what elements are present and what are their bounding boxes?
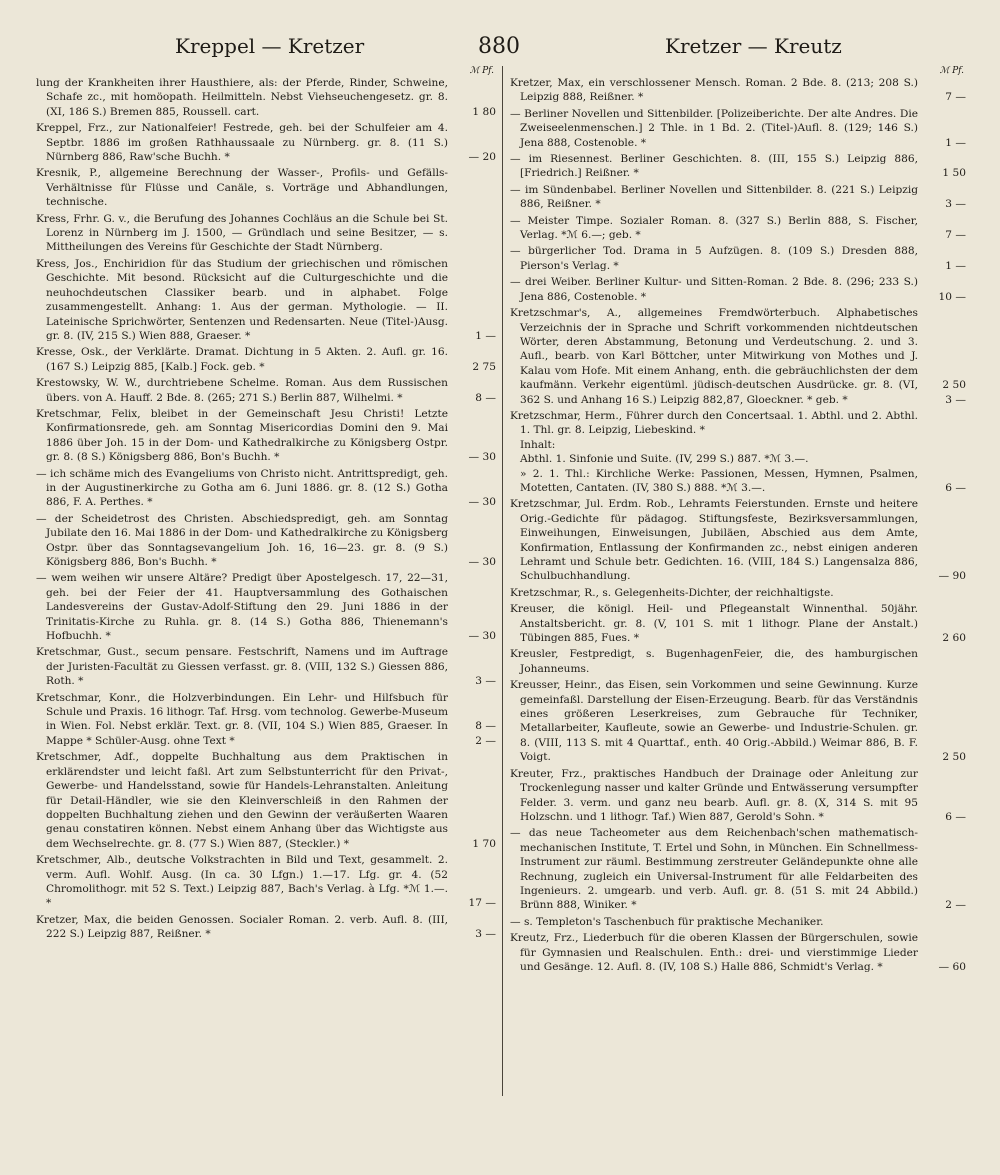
catalog-entry [36, 376, 496, 405]
catalog-entry [510, 678, 966, 764]
entry-price: 1 80 [472, 105, 496, 118]
entry-text: Kreuser, die königl. Heil- und Pflegeanstalt Winnenthal. 50jähr. Anstaltsbericht. gr. 8. (V, 101 S. mit 1 lithogr. Plane der Anstalt.) Tübingen 885, Fues. * [510, 603, 918, 645]
left-column [36, 66, 496, 1155]
entry-price: 8 — 2 — [475, 720, 496, 747]
entry-price: 3 — [475, 675, 496, 688]
entry-price: 10 — [938, 290, 966, 303]
entry-price: 2 60 [942, 632, 966, 645]
catalog-entry [36, 407, 496, 465]
entry-price: 1 70 [472, 837, 496, 850]
catalog-entry [510, 767, 966, 825]
catalog-entry [510, 647, 966, 676]
entry-text: Kretschmar, Konr., die Holzverbindungen. Ein Lehr- und Hilfsbuch für Schule und Praxis. 16 lithogr. Taf. Hrsg. vom technolog. Gewerbe-Museum in Wien. Fol. Nebst erklär. Text. gr. 8. (VII, 104 S.) Wien 885, Graeser. In Mappe * Schüler-Ausg. ohne Text * [36, 691, 448, 747]
catalog-entry [36, 853, 496, 911]
entry-text: Kreppel, Frz., zur Nationalfeier! Festrede, geh. bei der Schulfeier am 4. Septbr. 1886 im großen Rathhaussaale zu Nürnberg. gr. 8. (11 S.) Nürnberg 886, Raw'sche Buchh. * [36, 122, 448, 164]
header-left-title: Kreppel — Kretzer [175, 34, 365, 58]
catalog-entry [510, 183, 966, 212]
entry-price: 1 — [945, 136, 966, 149]
catalog-entry [36, 467, 496, 510]
entry-text: Kretschmar, Gust., secum pensare. Festschrift, Namens und im Auftrage der Juristen-Facultät zu Giessen verfasst. gr. 8. (VIII, 132 S.) Giessen 886, Roth. * [36, 646, 448, 688]
entry-price: — 60 [938, 960, 966, 973]
entry-price: 2 — [945, 899, 966, 912]
page-number: 880 [478, 34, 520, 59]
catalog-entry [36, 166, 496, 209]
entry-price: 1 — [475, 329, 496, 342]
right-entry-list [510, 76, 966, 974]
entry-price: — 90 [938, 570, 966, 583]
entry-text: — Meister Timpe. Sozialer Roman. 8. (327 S.) Berlin 888, S. Fischer, Verlag. *ℳ 6.—; geb. * [510, 214, 918, 242]
catalog-entry [510, 152, 966, 181]
catalog-entry [510, 826, 966, 912]
catalog-entry [36, 750, 496, 851]
entry-text: — drei Weiber. Berliner Kultur- und Sitten-Roman. 2 Bde. 8. (296; 233 S.) Jena 886, Costenoble. * [510, 276, 918, 303]
currency-header-left: ℳ Pf. [469, 66, 494, 76]
running-header [0, 34, 1000, 64]
entry-price: 3 — [945, 198, 966, 211]
right-column [510, 66, 966, 1155]
catalog-entry [510, 497, 966, 583]
entry-text: — im Riesennest. Berliner Geschichten. 8. (III, 155 S.) Leipzig 886, [Friedrich.] Reißner. * [510, 153, 918, 180]
entry-text: Kretzschmar, Herm., Führer durch den Concertsaal. 1. Abthl. und 2. Abthl. 1. Thl. gr. 8. Leipzig, Liebeskind. * Inhalt: Abthl. 1. Sinfonie und Suite. (IV, 299 S.) 887. *ℳ 3.—. » 2. 1. Thl.: Kirchliche Werke: Passionen, Messen, Hymnen, Psalmen, Motetten, Cantaten. (IV, 380 S.) 888. *ℳ 3.—. [510, 409, 918, 494]
catalog-entry [36, 345, 496, 374]
entry-text: Kretschmer, Adf., doppelte Buchhaltung aus dem Praktischen in erklärendster und leicht faßl. Art zum Selbstunterricht für den Privat-, Gewerbe- und Handelsstand, sowie für Handels-Lehranstalten. Anleitung für Detail-Händler, wie sie den Kleinverschleiß in den Rahmen der doppelten Buchhaltung ziehen und den Gewinn der veräußerten Waaren genau constatiren können. Nebst einem Anhang über das Wichtigste aus dem Wechselrechte. gr. 8. (77 S.) Wien 887, (Steckler.) * [36, 751, 448, 850]
catalog-entry [36, 571, 496, 643]
catalog-entry [510, 409, 966, 495]
entry-text: Kreusser, Heinr., das Eisen, sein Vorkommen und seine Gewinnung. Kurze gemeinfaßl. Darstellung der Eisen-Erzeugung. Bearb. für das Verständnis eines größeren Leserkreises, zum Gebrauche für Techniker, Metallarbeiter, Kaufleute, sowie an Gewerbe- und Industrie-Schulen. gr. 8. (VIII, 113 S. mit 4 Quarttaf., enth. 40 Orig.-Abbild.) Weimar 886, B. F. Voigt. [510, 679, 918, 764]
entry-text: — bürgerlicher Tod. Drama in 5 Aufzügen. 8. (109 S.) Dresden 888, Pierson's Verlag. * [510, 245, 918, 272]
entry-text: Kresnik, P., allgemeine Berechnung der Wasser-, Profils- und Gefälls-Verhältnisse für Flüsse und Canäle, s. Vorträge und Abhandlungen, technische. [36, 167, 448, 209]
entry-text: — Berliner Novellen und Sittenbilder. [Polizeiberichte. Der alte Andres. Die Zweiseelenmenschen.] 2 Thle. in 1 Bd. 2. (Titel-)Aufl. 8. (129; 146 S.) Jena 888, Costenoble. * [510, 107, 918, 149]
entry-text: Kretschmer, Alb., deutsche Volkstrachten in Bild und Text, gesammelt. 2. verm. Aufl. Wohlf. Ausg. (In ca. 30 Lfgn.) 1.—17. Lfg. gr. 4. (52 Chromolithogr. mit 52 S. Text.) Leipzig 887, Bach's Verlag. à Lfg. *ℳ 1.—. * [36, 854, 448, 910]
catalog-entry [510, 275, 966, 304]
entry-price: — 30 [468, 630, 496, 643]
catalog-entry [510, 602, 966, 645]
entry-price: 2 75 [472, 360, 496, 373]
catalog-entry [510, 107, 966, 150]
entry-text: Kretzer, Max, die beiden Genossen. Socialer Roman. 2. verb. Aufl. 8. (III, 222 S.) Leipzig 887, Reißner. * [36, 913, 448, 941]
entry-price: 6 — [945, 481, 966, 494]
entry-text: Kresse, Osk., der Verklärte. Dramat. Dichtung in 5 Akten. 2. Aufl. gr. 16. (167 S.) Leipzig 885, [Kalb.] Fock. geb. * [36, 346, 448, 373]
entry-text: — ich schäme mich des Evangeliums von Christo nicht. Antrittspredigt, geh. in der Augustinerkirche zu Gotha am 6. Juni 1886. gr. 8. (12 S.) Gotha 886, F. A. Perthes. * [36, 467, 448, 509]
entry-price: — 30 [468, 496, 496, 509]
catalog-entry [36, 691, 496, 749]
catalog-entry [36, 512, 496, 570]
entry-text: lung der Krankheiten ihrer Hausthiere, als: der Pferde, Rinder, Schweine, Schafe zc., mit homöopath. Heilmitteln. Nebst Viehseuchengesetz. gr. 8. (XI, 186 S.) Bremen 885, Roussell. cart. [36, 77, 448, 118]
entry-price: 2 50 3 — [942, 379, 966, 406]
catalog-entry [510, 244, 966, 273]
entry-text: Kreusler, Festpredigt, s. BugenhagenFeier, die, des hamburgischen Johanneums. [510, 648, 918, 675]
entry-price: 7 — [945, 229, 966, 242]
entry-text: Kretzschmar, R., s. Gelegenheits-Dichter, der reichhaltigste. [510, 586, 834, 599]
entry-text: — das neue Tacheometer aus dem Reichenbach'schen mathematisch-mechanischen Institute, T. Ertel und Sohn, in München. Ein Schnellmess-Instrument zur räuml. Bestimmung zerstreuter Geländepunkte ohne alle Rechnung, zugleich ein Universal-Instrument für alle Feldarbeiten des Ingenieurs. 2. umgearb. und verb. Aufl. gr. 8. (51 S. mit 24 Abbild.) Brünn 888, Winiker. * [510, 827, 918, 912]
left-entry-list [36, 76, 496, 942]
catalog-entry [510, 586, 966, 600]
entry-text: Krestowsky, W. W., durchtriebene Schelme. Roman. Aus dem Russischen übers. von A. Hauff. 2 Bde. 8. (265; 271 S.) Berlin 887, Wilhelmi. * [36, 377, 448, 404]
entry-text: Kretschmar, Felix, bleibet in der Gemeinschaft Jesu Christi! Letzte Konfirmationsrede, geh. am Sonntag Misericordias Domini den 9. Mai 1886 über Joh. 15 in der Dom- und Kathedralkirche zu Königsberg Ostpr. gr. 8. (8 S.) Königsberg 886, Bon's Buchh. * [36, 407, 448, 464]
catalog-entry [510, 214, 966, 243]
entry-text: — der Scheidetrost des Christen. Abschiedspredigt, geh. am Sonntag Jubilate den 16. Mai 1886 in der Dom- und Kathedralkirche zu Königsberg Ostpr. über das Sonntagsevangelium Joh. 16, 16—23. gr. 8. (9 S.) Königsberg 886, Bon's Buchh. * [36, 512, 448, 568]
entry-text: Kreuter, Frz., praktisches Handbuch der Drainage oder Anleitung zur Trockenlegung nasser und kalter Gründe und Entwässerung versumpfter Felder. 3. verm. und ganz neu bearb. Aufl. gr. 8. (X, 314 S. mit 95 Holzschn. und 1 lithogr. Taf.) Wien 887, Gerold's Sohn. * [510, 767, 918, 823]
entry-text: Kretzschmar, Jul. Erdm. Rob., Lehramts Feierstunden. Ernste und heitere Orig.-Gedichte für pädagog. Stiftungsfeste, Bezirksversammlungen, Einweihungen, Einweisungen, Jubiläen, Abschied aus dem Amte, Konfirmation, Entlassung der Konfirmanden zc., nebst einigen anderen Lehramt und Schule betr. Gedichten. 16. (VIII, 184 S.) Langensalza 886, Schulbuchhandlung. [510, 498, 918, 583]
entry-price: 8 — [475, 391, 496, 404]
entry-text: Kretzschmar's, A., allgemeines Fremdwörterbuch. Alphabetisches Verzeichnis der in Sprache und Schrift vorkommenden nichtdeutschen Wörter, deren Abstammung, Betonung und Verdeutschung. 2. und 3. Aufl., bearb. von Karl Böttcher, unter Mitwirkung von Mothes und J. Kalau vom Hofe. Mit einem Anhang, enth. die gebräuchlichsten der dem kaufmänn. Verkehr eigentüml. jüdisch-deutschen Ausdrücke. gr. 8. (VI, 362 S. und Anhang 16 S.) Leipzig 882,87, Gloeckner. * geb. * [510, 307, 918, 406]
entry-price: 7 — [945, 91, 966, 104]
catalog-entry [510, 306, 966, 407]
entry-text: Kress, Jos., Enchiridion für das Studium der griechischen und römischen Geschichte. Mit besond. Rücksicht auf die Culturgeschichte und die neuhochdeutschen Classiker bearb. und in alphabet. Folge zusammengestellt. Anhang: 1. Aus der german. Mythologie. — II. Lateinische Sprichwörter, Sentenzen und Redensarten. Neue (Titel-)Ausg. gr. 8. (IV, 215 S.) Wien 888, Graeser. * [36, 257, 448, 342]
entry-price: 2 50 [942, 751, 966, 764]
catalog-entry [36, 212, 496, 255]
entry-price: — 20 [468, 151, 496, 164]
entry-price: 3 — [475, 928, 496, 941]
entry-price: — 30 [468, 556, 496, 568]
header-right-title: Kretzer — Kreutz [665, 34, 842, 58]
catalog-entry [36, 645, 496, 688]
entry-price: 1 — [945, 259, 966, 272]
catalog-entry [36, 257, 496, 343]
entry-price: 1 50 [942, 167, 966, 180]
catalog-entry [36, 76, 496, 119]
catalog-entry [510, 76, 966, 105]
entry-text: — s. Templeton's Taschenbuch für praktische Mechaniker. [510, 915, 824, 928]
catalog-entry [36, 121, 496, 164]
entry-text: Kreutz, Frz., Liederbuch für die oberen Klassen der Bürgerschulen, sowie für Gymnasien und Realschulen. Enth.: drei- und vierstimmige Lieder und Gesänge. 12. Aufl. 8. (IV, 108 S.) Halle 886, Schmidt's Verlag. * [510, 932, 918, 973]
catalog-entry [36, 913, 496, 942]
column-divider [502, 66, 503, 1096]
entry-text: — wem weihen wir unsere Altäre? Predigt über Apostelgesch. 17, 22—31, geh. bei der Feier der 41. Hauptversammlung des Gothaischen Landesvereins der Gustav-Adolf-Stiftung den 29. Juni 1886 in der Trinitatis-Kirche zu Ruhla. gr. 8. (14 S.) Gotha 886, Thienemann's Hofbuchh. * [36, 572, 448, 643]
entry-price: 6 — [945, 810, 966, 823]
entry-text: — im Sündenbabel. Berliner Novellen und Sittenbilder. 8. (221 S.) Leipzig 886, Reißner. * [510, 183, 918, 211]
entry-text: Kress, Frhr. G. v., die Berufung des Johannes Cochläus an die Schule bei St. Lorenz in Nürnberg im J. 1500, — Gründlach und seine Besitzer, — s. Mittheilungen des Vereins für Geschichte der Stadt Nürnberg. [36, 212, 448, 254]
currency-header-right: ℳ Pf. [939, 66, 964, 76]
entry-text: Kretzer, Max, ein verschlossener Mensch. Roman. 2 Bde. 8. (213; 208 S.) Leipzig 888, Reißner. * [510, 77, 918, 104]
entry-price: — 30 [468, 451, 496, 464]
catalog-entry [510, 931, 966, 974]
catalog-entry [510, 915, 966, 929]
entry-price: 17 — [468, 897, 496, 910]
